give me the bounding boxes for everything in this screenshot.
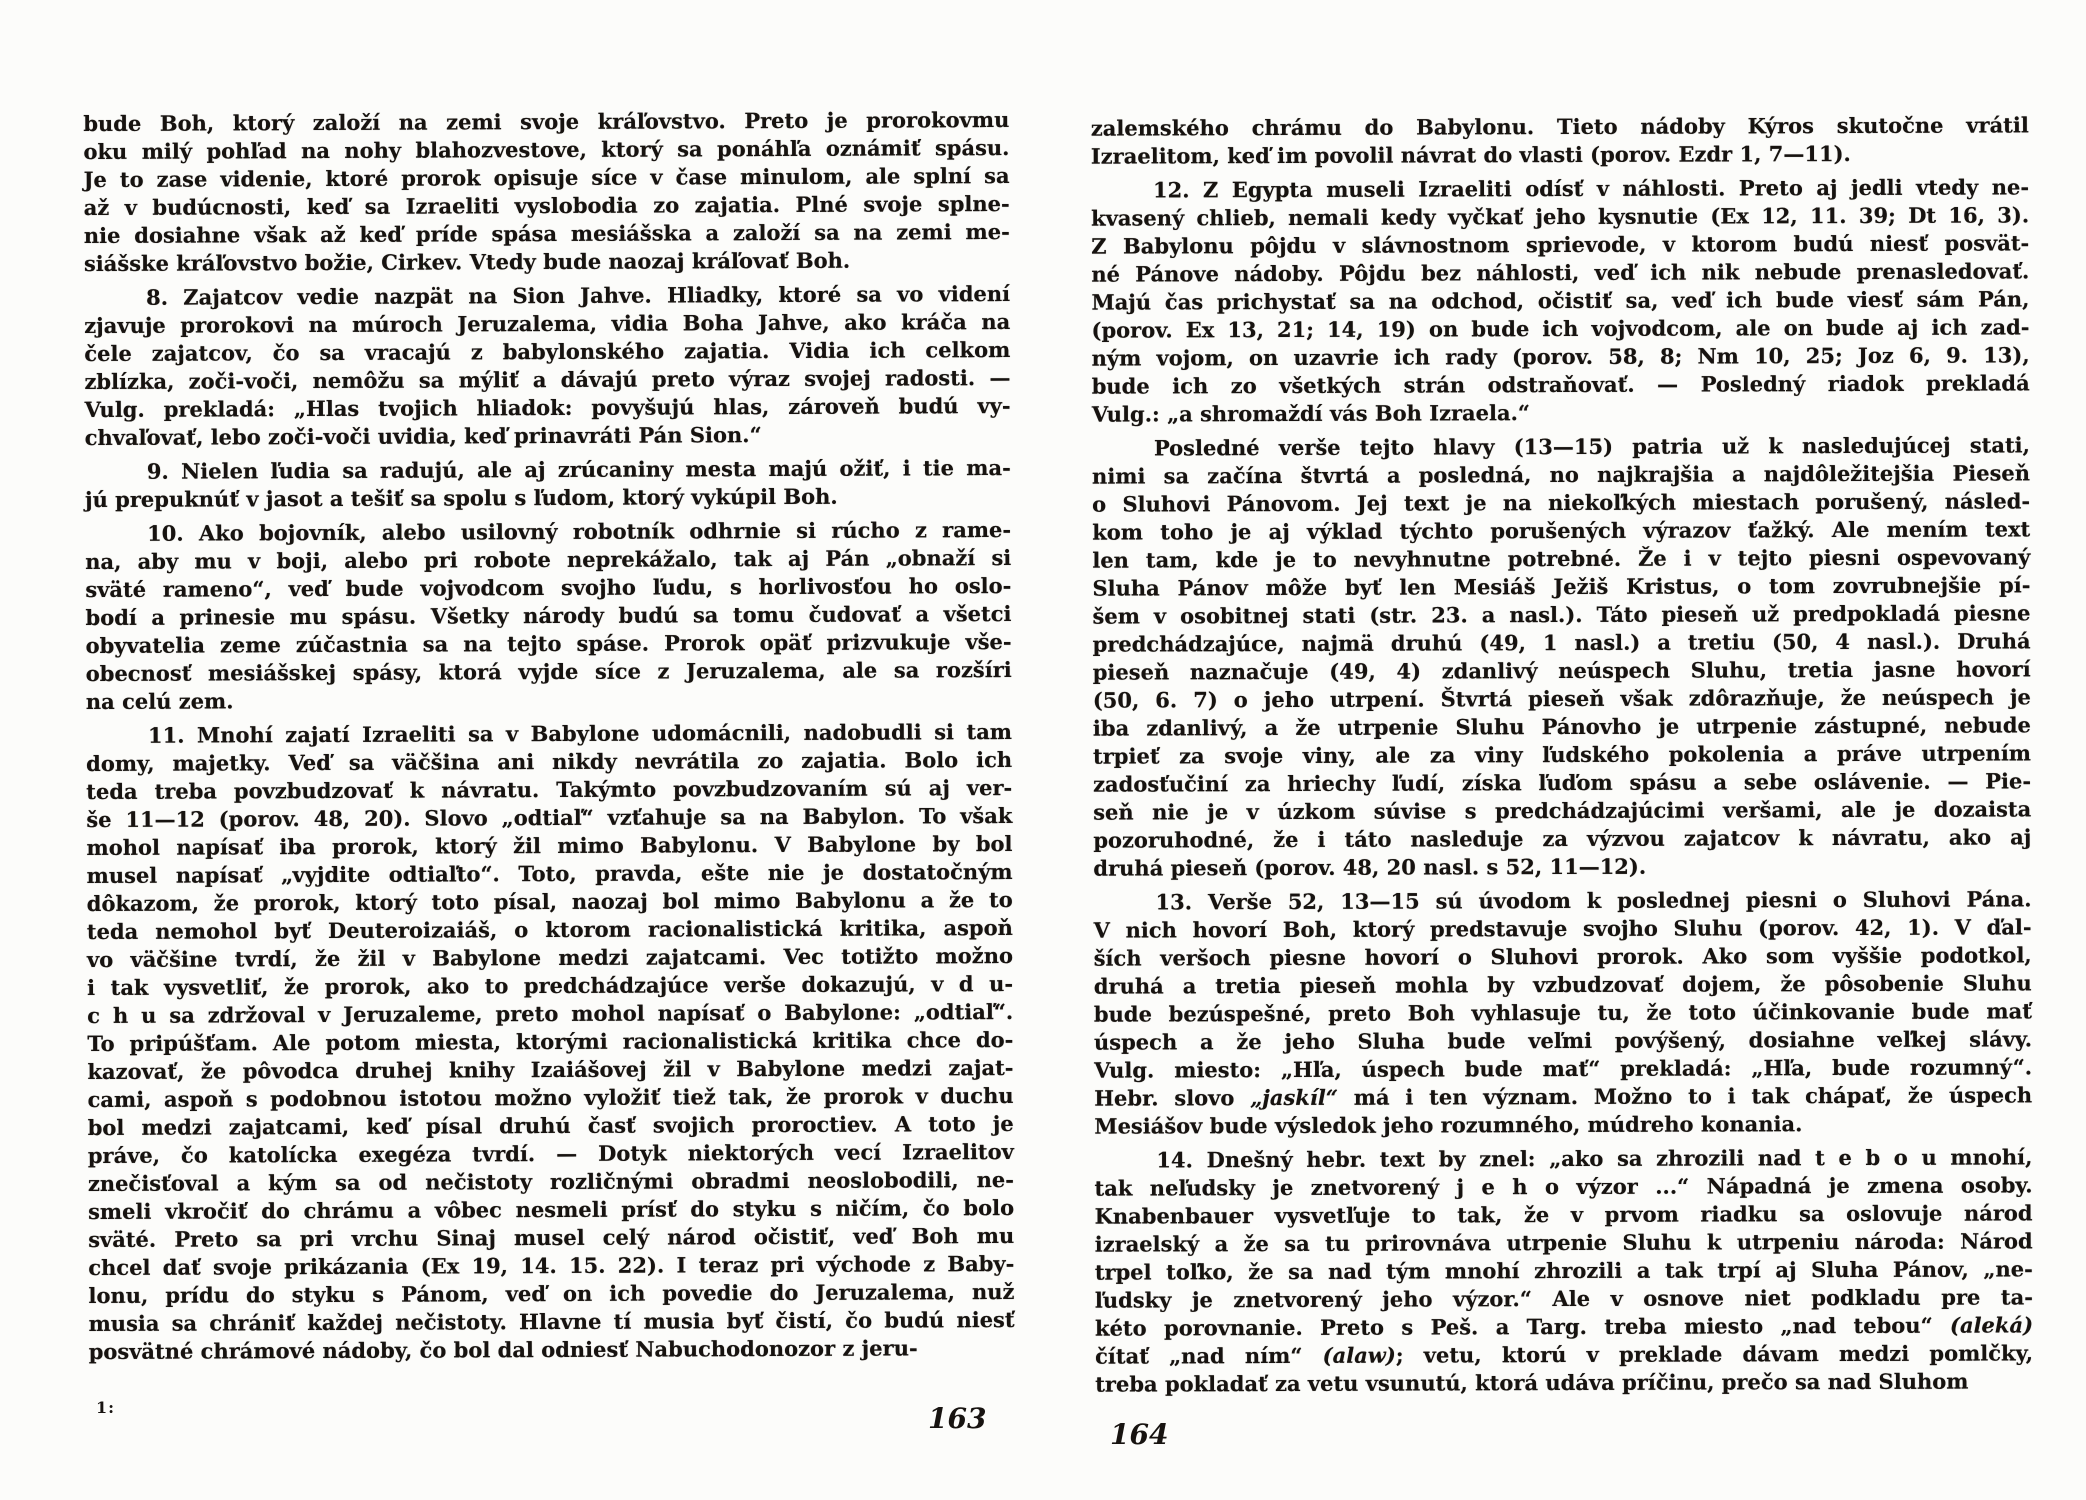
- text-line: kazovať, že pôvodca druhej knihy Izaiášovej žil v Babylone medzi zajat-: [87, 1054, 1014, 1085]
- paragraph: [84, 280, 1011, 452]
- text-line: 13. Verše 52, 13—15 sú úvodom k poslednej piesni o Sluhovi Pána.: [1155, 886, 2032, 915]
- text-line: Hebr. slovo „jaskíl“ má i ten význam. Možno to i tak chápať, že úspech: [1094, 1082, 2033, 1111]
- text-line: izraelský a že sa tu prirovnáva utrpenie Sluhu k utrpeniu národa: Národ: [1094, 1228, 2033, 1257]
- text-line: 14. Dnešný hebr. text by znel: „ako sa zhrozili nad t e b o u mnohí,: [1156, 1144, 2033, 1173]
- text-line: práve, čo katolícka exegéza tvrdí. — Dotyk niektorých vecí Izraelitov: [87, 1138, 1014, 1169]
- text-line: (porov. Ex 13, 21; 14, 19) on bude ich vojvodcom, ale on bude aj ich zad-: [1091, 314, 2030, 343]
- text-line: úspech a že jeho Sluha bude veľmi povýšený, dosiahne veľkej slávy.: [1093, 1026, 2033, 1055]
- text-line: Posledné verše tejto hlavy (13—15) patria už k nasledujúcej stati,: [1153, 432, 2030, 461]
- text-line: bodí a prinesie mu spásu. Všetky národy budú sa tomu čudovať a všetci: [85, 600, 1012, 631]
- text-line: kéto porovnanie. Preto s Peš. a Targ. treba miesto „nad tebou“ (aleká): [1094, 1312, 2034, 1341]
- text-line: bude Boh, ktorý založí na zemi svoje kráľovstvo. Preto je prorokovmu: [83, 106, 1010, 137]
- text-line: To pripúšťam. Ale potom miesta, ktorými racionalistická kritika chce do-: [87, 1026, 1014, 1057]
- text-line: sväté. Preto sa pri vrchu Sinaj musel celý národ očistiť, veď Boh mu: [88, 1222, 1015, 1253]
- paragraph: [1094, 1143, 2033, 1398]
- text-line: (50, 6. 7) o jeho utrpení. Štvrtá pieseň však zdôrazňuje, že neúspech je: [1092, 684, 2031, 713]
- text-line: 10. Ako bojovník, alebo usilovný robotník odhrnie si rúcho z rame-: [147, 516, 1012, 546]
- text-line: druhá a tretia pieseň mohla by vzbudzovať dojem, že pôsobenie Sluhu: [1093, 970, 2032, 999]
- text-line: c h u sa zdržoval v Jeruzaleme, preto mohol napísať o Babylone: „odtiaľ“.: [87, 998, 1014, 1029]
- text-line: musia sa chrániť každej nečistoty. Hlavne tí musia byť čistí, čo budú niesť: [88, 1306, 1015, 1337]
- text-line: pieseň naznačuje (49, 4) zdanlivý neúspech Sluhu, tretia jasne hovorí: [1092, 656, 2031, 685]
- text-line: i tak vysvetliť, že prorok, ako to predchádzajúce verše dokazujú, v d u-: [87, 970, 1014, 1001]
- text-line: né Pánove nádoby. Pôjdu bez náhlosti, veď ich nik nebude prenasledovať.: [1091, 258, 2030, 287]
- signature-mark: 1:: [96, 1398, 116, 1417]
- text-line: Vulg.: „a shromaždí vás Boh Izraela.“: [1091, 400, 1531, 427]
- paragraph: [83, 106, 1010, 278]
- text-line: 8. Zajatcov vedie nazpät na Sion Jahve. Hliadky, ktoré sa vo videní: [146, 280, 1011, 310]
- paragraph: [1091, 111, 2029, 170]
- text-line: znečisťoval a kým sa od nečistoty rozličnými obradmi neoslobodili, ne-: [87, 1166, 1014, 1197]
- text-line: trpieť za svoje viny, ale za viny ľudského pokolenia a práve utrpením: [1092, 740, 2032, 769]
- text-line: sväté rameno“, veď bude vojvodcom svojho ľudu, s horlivosťou ho oslo-: [85, 572, 1012, 603]
- text-line: len tam, kde je to nevyhnutne potrebné. Že i v tejto piesni ospevovaný: [1092, 544, 2031, 573]
- text-line: chcel dať svoje prikázania (Ex 19, 14. 15. 22). I teraz pri východe z Baby-: [88, 1250, 1015, 1281]
- text-line: Sluha Pánov môže byť len Mesiáš Ježiš Kristus, o tom zovrubnejšie pí-: [1092, 572, 2031, 601]
- text-line: ľudsky je znetvorený jeho výzor.“ Ale v osnove niet podkladu pre ta-: [1094, 1284, 2033, 1313]
- paragraph: [86, 718, 1015, 1366]
- text-line: Majú čas prichystať sa na odchod, očistiť sa, veď ich bude viesť sám Pán,: [1091, 286, 2030, 315]
- text-line: Z Babylonu pôjdu v slávnostnom sprievode, v ktorom budú niesť posvät-: [1091, 230, 2030, 259]
- text-line: zalemského chrámu do Babylonu. Tieto nádoby Kýros skutočne vrátil: [1090, 112, 2029, 141]
- text-line: Vulg. prekladá: „Hlas tvojich hliadok: povyšujú hlas, zároveň budú vy-: [84, 392, 1011, 423]
- paragraph: [1093, 885, 2032, 1140]
- text-line: šem v osobitnej stati (str. 23. a nasl.). Táto pieseň už predpokladá piesne: [1092, 600, 2031, 629]
- text-line: Vulg. miesto: „Hľa, úspech bude mať“ prekladá: „Hľa, bude rozumný“.: [1094, 1054, 2033, 1083]
- text-line: posvätné chrámové nádoby, čo bol dal odniesť Nabuchodonozor z jeru-: [88, 1335, 918, 1365]
- text-line: na celú zem.: [85, 688, 234, 715]
- paragraph: [85, 454, 1011, 514]
- text-line: teda nemohol byť Deuteroizaiáš, o ktorom racionalistická kritika, aspoň: [86, 914, 1013, 945]
- text-line: nie dosiahne však až keď príde spása mesiášska a založí sa na zemi me-: [83, 218, 1010, 249]
- text-line: musel napísať „vyjdite odtiaľto“. Toto, pravda, ešte nie je dostatočným: [86, 858, 1013, 889]
- text-line: domy, majetky. Veď sa väčšina ani nikdy nevrátila zo zajatia. Bolo ich: [86, 746, 1013, 777]
- text-line: pozoruhodné, že i táto nasleduje za výzvou zajatcov k návratu, ako aj: [1093, 824, 2032, 853]
- text-line: 9. Nielen ľudia sa radujú, ale aj zrúcaniny mesta majú ožiť, i tie ma-: [146, 454, 1011, 484]
- text-line: 11. Mnohí zajatí Izraeliti sa v Babylone udomácnili, nadobudli si tam: [147, 718, 1013, 748]
- text-line: siášske kráľovstvo božie, Cirkev. Vtedy bude naozaj kráľovať Boh.: [83, 247, 851, 277]
- page-number-right: 164: [1110, 1418, 1169, 1451]
- text-line: oku milý pohľad na nohy blahozvestove, ktorý sa ponáhľa oznámiť spásu.: [83, 134, 1010, 165]
- text-line: treba pokladať za vetu vsunutú, ktorá udáva príčinu, prečo sa nad Sluhom: [1095, 1368, 1969, 1397]
- text-line: o Sluhovi Pánovom. Jej text je na niekoľkých miestach porušený, násled-: [1092, 488, 2031, 517]
- text-line: cami, aspoň s podobnou istotou možno vyložiť tiež tak, že prorok v duchu: [87, 1082, 1014, 1113]
- left-page-text: [83, 106, 1014, 1366]
- text-line: iba zdanlivý, a že utrpenie Sluhu Pánovho je utrpenie zástupné, nebude: [1092, 712, 2031, 741]
- text-line: Mesiášov bude výsledok jeho rozumného, múdreho konania.: [1094, 1111, 1803, 1139]
- text-line: še 11—12 (porov. 48, 20). Slovo „odtiaľ“ vzťahuje sa na Babylon. To však: [86, 802, 1013, 833]
- text-line: na, aby mu v boji, alebo pri robote neprekážalo, tak aj Pán „obnaží si: [85, 544, 1012, 575]
- text-line: zblízka, zoči-voči, nemôžu sa mýliť a dávajú preto výraz svojej radosti. —: [84, 364, 1011, 395]
- paragraph: [85, 516, 1012, 716]
- paragraph: [1092, 431, 2032, 882]
- text-line: čítať „nad ním“ (alaw); vetu, ktorú v preklade dávam medzi pomlčky,: [1095, 1340, 2034, 1369]
- text-line: kom toho je aj výklad týchto porušených výrazov ťažký. Ale mením text: [1092, 516, 2031, 545]
- text-line: predchádzajúce, najmä druhú (49, 1 nasl.) a tretiu (50, 4 nasl.). Druhá: [1092, 628, 2031, 657]
- text-line: bude ich zo všetkých strán odstraňovať. — Posledný riadok prekladá: [1091, 370, 2030, 399]
- text-line: teda treba povzbudzovať k návratu. Takýmto povzbudzovaním sú aj ver-: [86, 774, 1013, 805]
- text-line: tak neľudsky je znetvorený j e h o výzor ...“ Nápadná je zmena osoby.: [1094, 1172, 2033, 1201]
- text-line: 12. Z Egypta museli Izraeliti odísť v náhlosti. Preto aj jedli vtedy ne-: [1152, 174, 2030, 203]
- text-line: trpel toľko, že sa nad tým mnohí zhrozili a tak trpí aj Sluha Pánov, „ne-: [1094, 1256, 2033, 1285]
- text-line: nimi sa začína štvrtá a posledná, no najkrajšia a najdôležitejšia Pieseň: [1091, 460, 2031, 489]
- text-line: mohol napísať iba prorok, ktorý žil mimo Babylonu. V Babylone by bol: [86, 830, 1013, 861]
- text-line: chvaľovať, lebo zoči-voči uvidia, keď prinavráti Pán Sion.“: [84, 422, 762, 451]
- paragraph: [1091, 173, 2030, 428]
- text-line: V nich hovorí Boh, ktorý predstavuje svojho Sluhu (porov. 42, 1). V ďal-: [1093, 914, 2032, 943]
- text-line: lonu, prídu do styku s Pánom, veď on ich povedie do Jeruzalema, nuž: [88, 1278, 1015, 1309]
- text-line: vo väčšine tvrdí, že žil v Babylone medzi zajatcami. Vec totižto možno: [86, 942, 1014, 973]
- text-line: ným vojom, on uzavrie ich rady (porov. 58, 8; Nm 10, 25; Joz 6, 9. 13),: [1091, 342, 2030, 371]
- text-line: obyvatelia zeme zúčastnia sa na tejto spáse. Prorok opäť prizvukuje vše-: [85, 628, 1012, 659]
- text-line: druhá pieseň (porov. 48, 20 nasl. s 52, 11—12).: [1093, 853, 1647, 881]
- text-line: ších veršoch piesne hovorí o Sluhovi prorok. Ako som vyššie podotkol,: [1093, 942, 2032, 971]
- text-line: seň nie je v úzkom súvise s predchádzajúcimi veršami, ale je dozaista: [1093, 796, 2032, 825]
- text-line: až v budúcnosti, keď sa Izraeliti vyslobodia zo zajatia. Plné svoje splne-: [83, 190, 1010, 221]
- text-line: čele zajatcov, čo sa vracajú z babylonského zajatia. Vidia ich celkom: [84, 336, 1011, 367]
- right-page-text: [1091, 111, 2033, 1398]
- text-line: Je to zase videnie, ktoré prorok opisuje síce v čase minulom, ale splní sa: [83, 162, 1010, 193]
- text-line: smeli vkročiť do chrámu a vôbec nesmeli prísť do styku s ničím, čo bolo: [88, 1194, 1015, 1225]
- text-line: zadosťučiní za hriechy ľudí, získa ľuďom spásu a sebe oslávenie. — Pie-: [1093, 768, 2032, 797]
- text-line: obecnosť mesiášskej spásy, ktorá vyjde síce z Jeruzalema, ale sa rozšíri: [85, 656, 1012, 687]
- text-line: zjavuje prorokovi na múroch Jeruzalema, vidia Boha Jahve, ako kráča na: [84, 308, 1011, 339]
- text-line: bude bezúspešné, preto Boh vyhlasuje tu, že toto účinkovanie bude mať: [1093, 998, 2032, 1027]
- text-line: bol medzi zajatcami, keď písal druhú časť svojich proroctiev. A toto je: [87, 1110, 1014, 1141]
- text-line: jú prepuknúť v jasot a tešiť sa spolu s ľudom, ktorý vykúpil Boh.: [84, 483, 838, 513]
- page-number-left: 163: [928, 1402, 987, 1435]
- text-line: Knabenbauer vysvetľuje to tak, že v prvom riadku sa oslovuje národ: [1094, 1200, 2033, 1229]
- text-line: Izraelitom, keď im povolil návrat do vlasti (porov. Ezdr 1, 7—11).: [1090, 140, 1851, 169]
- text-line: dôkazom, že prorok, ktorý toto písal, naozaj bol mimo Babylonu a že to: [86, 886, 1013, 917]
- text-line: kvasený chlieb, nemali kedy vyčkať jeho kysnutie (Ex 12, 11. 39; Dt 16, 3).: [1091, 202, 2030, 231]
